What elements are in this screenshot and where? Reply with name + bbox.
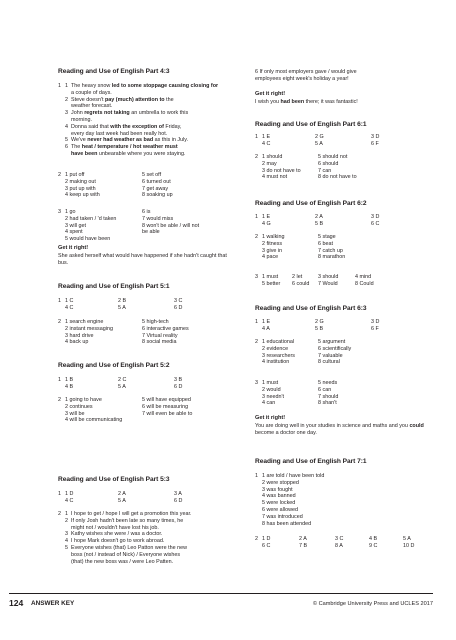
answer-text: Donna said that with the exception of Friday, xyxy=(71,123,182,130)
answer-item: 3 researchers xyxy=(262,352,295,359)
answer-item: 6 C xyxy=(262,542,271,549)
answer-item: 7 will even be able to xyxy=(142,410,193,417)
answer-item: 8 has been attended xyxy=(262,520,312,527)
question-number: 1 xyxy=(255,319,258,325)
answer-text: Everyone wishes (that) Leo Patton were the new xyxy=(71,545,187,551)
answer-item: 5 should not xyxy=(318,154,348,160)
answer-item: 6 beat xyxy=(318,240,333,247)
question-number: 1 xyxy=(255,214,258,220)
answer-item: 7 should xyxy=(318,393,339,400)
answer-item: 5 A xyxy=(118,383,126,390)
get-it-right-text: You are doing well in your studies in science and maths and you could become a doctor one day. xyxy=(255,423,424,436)
answer-item: 2 A xyxy=(118,491,126,497)
section-heading: Reading and Use of English Part 5:2 xyxy=(58,362,170,369)
answer-item: 3 do not have to xyxy=(262,167,301,174)
get-it-right-text: I wish you had been there; it was fantastic! xyxy=(255,99,358,105)
answer-text: If only Josh hadn't been late so many times, he xyxy=(71,517,184,524)
question-number: 2 xyxy=(255,154,258,160)
get-it-right-text: She asked herself what would have happened if she hadn't caught that bus. xyxy=(58,253,227,266)
answer-item: 5 A xyxy=(118,304,126,311)
answer-item: 6 C xyxy=(371,220,380,227)
answer-item: 4 G xyxy=(262,220,271,227)
question-number: 2 xyxy=(255,339,258,345)
answer-text: boss (not / instead of Nick) / Everyone wishes xyxy=(71,551,181,558)
answer-item: 6 D xyxy=(174,304,183,311)
answer-item: 4 must not xyxy=(262,174,288,181)
answer-item: 5 B xyxy=(315,220,324,227)
answer-item: 6 could xyxy=(292,280,310,287)
question-number: 1 xyxy=(255,134,258,140)
answer-text: I hope Mark doesn't go to work abroad. xyxy=(71,538,165,545)
answer-item: 4 mind xyxy=(355,274,372,280)
answer-text: morning. xyxy=(71,117,92,123)
answer-item: 6 can xyxy=(318,386,332,393)
answer-item: 3 D xyxy=(371,319,380,325)
answer-item: 6 D xyxy=(174,497,183,504)
answer-item: 3 C xyxy=(174,298,183,304)
answer-item: 8 do not have to xyxy=(318,174,357,181)
answer-item: 6 is xyxy=(142,209,151,215)
section-heading: Reading and Use of English Part 6:1 xyxy=(255,121,367,128)
question-number: 2 xyxy=(58,511,61,517)
answer-text: The heat / temperature / hot weather must xyxy=(71,144,178,151)
item-number: 2 xyxy=(65,517,68,524)
answer-item: 4 C xyxy=(65,304,74,311)
answer-item: 7 would miss xyxy=(142,215,174,222)
question-number: 2 xyxy=(58,397,61,403)
item-number: 2 xyxy=(65,96,68,103)
answer-item: 4 spent xyxy=(65,229,83,236)
answer-item: be able xyxy=(142,229,160,236)
section-heading: Reading and Use of English Part 7:1 xyxy=(255,458,367,465)
answer-item: 1 go xyxy=(65,209,76,215)
answer-item: 5 set off xyxy=(142,172,162,178)
answer-item: 6 interactive games xyxy=(142,325,189,332)
answer-item: 8 won't be able / will not xyxy=(142,222,200,229)
section-heading: Reading and Use of English Part 5:1 xyxy=(58,283,170,290)
section-heading: Reading and Use of English Part 5:3 xyxy=(58,476,170,483)
item-number: 6 xyxy=(65,144,68,151)
answer-item: 3 will be xyxy=(65,410,85,417)
section-heading: Reading and Use of English Part 6:3 xyxy=(255,305,367,312)
copyright: © Cambridge University Press and UCLES 2017 xyxy=(312,601,433,607)
answer-item: 6 turned out xyxy=(142,178,171,185)
get-it-right-heading: Get it right! xyxy=(255,91,286,97)
answer-item: 8 social media xyxy=(142,339,177,346)
answer-item: 1 E xyxy=(262,134,271,140)
answer-item: 6 will be measuring xyxy=(142,403,189,410)
item-number: 1 xyxy=(65,83,68,89)
answer-item: 4 B xyxy=(369,536,378,542)
answer-item: 1 search engine xyxy=(65,319,104,325)
footer-rule xyxy=(9,593,433,594)
answer-item: 9 C xyxy=(369,542,378,549)
item-number: 3 xyxy=(65,531,68,538)
question-number: 3 xyxy=(58,209,61,215)
answer-item: 3 D xyxy=(371,214,380,220)
answer-item: 7 catch up xyxy=(318,247,343,254)
answer-item: 1 going to have xyxy=(65,397,102,403)
answer-item: 1 D xyxy=(65,491,74,497)
answer-item: 7 Would xyxy=(318,280,338,287)
item-number: 1 xyxy=(65,511,68,517)
answer-item: 3 A xyxy=(174,491,182,497)
answer-item: 4 C xyxy=(262,140,271,147)
question-number: 2 xyxy=(255,234,258,240)
answer-item: 7 valuable xyxy=(318,352,343,359)
answer-item: 2 C xyxy=(118,377,127,383)
answer-item: 1 C xyxy=(65,298,74,304)
answer-item: 1 D xyxy=(262,536,271,542)
answer-item: 3 was fought xyxy=(262,486,293,493)
section-heading: Reading and Use of English Part 6:2 xyxy=(255,200,367,207)
item-number: 5 xyxy=(65,545,68,551)
answer-item: 2 making out xyxy=(65,178,96,185)
answer-text: have been unbearable where you were staying. xyxy=(71,151,186,157)
answer-item: 5 will have equipped xyxy=(142,397,191,403)
answer-item: 1 should xyxy=(262,154,283,160)
item-number: 3 xyxy=(65,110,68,117)
answer-text: (that) the new boss was / were Leo Patten. xyxy=(71,558,174,565)
answer-text: 6 If only most employers gave / would give xyxy=(255,69,357,75)
answer-text: Kathy wishes she were / was a doctor. xyxy=(71,531,163,538)
question-number: 3 xyxy=(255,274,258,280)
answer-item: 2 B xyxy=(118,298,127,304)
answer-text: might not / wouldn't have lost his job. xyxy=(71,524,159,531)
answer-item: 5 B xyxy=(315,325,324,332)
answer-item: 6 should xyxy=(318,160,339,167)
answer-item: 1 are told / have been told xyxy=(262,473,325,479)
answer-item: 2 let xyxy=(292,274,303,280)
answer-item: 3 should xyxy=(318,274,339,280)
answer-item: 4 back up xyxy=(65,339,89,346)
item-number: 4 xyxy=(65,538,68,545)
page-number: 124 xyxy=(9,598,24,608)
answer-item: 7 Virtual reality xyxy=(142,332,178,339)
answer-item: 3 give in xyxy=(262,247,283,254)
question-number: 2 xyxy=(255,536,258,542)
answer-item: 5 high-tech xyxy=(142,319,169,325)
answer-item: 4 C xyxy=(65,497,74,504)
answer-item: 6 were allowed xyxy=(262,507,298,513)
answer-item: 2 may xyxy=(262,160,277,167)
answer-item: 1 walking xyxy=(262,234,285,240)
answer-text: Steve doesn't pay (much) attention to the xyxy=(71,96,174,103)
answer-item: 4 institution xyxy=(262,359,290,366)
answer-item: 8 A xyxy=(335,542,343,549)
answer-item: 1 must xyxy=(262,274,279,280)
section-heading: Reading and Use of English Part 4:3 xyxy=(58,68,170,75)
answer-item: 4 will be communicating xyxy=(65,417,123,424)
answer-item: 5 would have been xyxy=(65,236,111,243)
answer-item: 1 educational xyxy=(262,339,295,345)
answer-item: 2 were stopped xyxy=(262,479,299,486)
answer-item: 2 G xyxy=(315,319,324,325)
answer-item: 8 marathon xyxy=(318,254,346,261)
answer-item: 2 A xyxy=(299,536,307,542)
answer-item: 7 can xyxy=(318,167,332,174)
answer-text: We've never had weather as bad as this in July. xyxy=(71,137,189,144)
answer-item: 6 F xyxy=(371,140,379,147)
answer-text: a couple of days. xyxy=(71,89,112,96)
answer-item: 10 D xyxy=(403,542,415,549)
answer-text: every day last week had been really hot. xyxy=(71,130,168,137)
answer-item: 8 cultural xyxy=(318,359,340,366)
answer-item: 2 fitness xyxy=(262,240,283,247)
answer-item: 3 B xyxy=(174,377,183,383)
answer-item: 6 D xyxy=(174,383,183,390)
answer-text: I hope to get / hope I will get a promotion this year. xyxy=(71,511,192,517)
answer-item: 4 keep up with xyxy=(65,192,100,199)
answer-item: 8 Could xyxy=(355,280,374,287)
answer-item: 5 argument xyxy=(318,339,346,345)
item-number: 5 xyxy=(65,137,68,144)
answer-text: employees eight week's holiday a year! xyxy=(255,75,349,82)
answer-item: 2 instant messaging xyxy=(65,325,113,332)
answer-item: 3 hard drive xyxy=(65,332,94,339)
answer-item: 5 better xyxy=(262,280,281,287)
answer-item: 3 D xyxy=(371,134,380,140)
answer-item: 2 continues xyxy=(65,403,93,410)
answer-item: 5 A xyxy=(315,140,323,147)
answer-item: 4 pace xyxy=(262,254,279,261)
question-number: 1 xyxy=(58,83,61,89)
question-number: 2 xyxy=(58,319,61,325)
answer-text: The heavy snow led to some stoppage causing closing for xyxy=(71,83,219,89)
answer-item: 1 put off xyxy=(65,172,85,178)
item-number: 4 xyxy=(65,123,68,130)
answer-item: 2 had taken / 'd taken xyxy=(65,215,117,222)
answer-item: 8 shan't xyxy=(318,400,337,407)
answer-item: 3 C xyxy=(335,536,344,542)
answer-item: 5 A xyxy=(403,536,411,542)
answer-item: 4 can xyxy=(262,400,276,407)
get-it-right-heading: Get it right! xyxy=(58,245,89,251)
question-number: 1 xyxy=(255,473,258,479)
answer-item: 3 put up with xyxy=(65,185,96,192)
answer-item: 2 would xyxy=(262,386,281,393)
answer-item: 7 get away xyxy=(142,185,169,192)
answer-item: 3 will get xyxy=(65,222,86,229)
question-number: 1 xyxy=(58,377,61,383)
answer-item: 4 B xyxy=(65,383,74,390)
answer-item: 4 A xyxy=(262,325,270,332)
answer-item: 1 must xyxy=(262,380,279,386)
answer-item: 5 needs xyxy=(318,380,338,386)
answer-item: 6 scientifically xyxy=(318,345,352,352)
question-number: 2 xyxy=(58,172,61,178)
answer-item: 3 needn't xyxy=(262,393,285,400)
get-it-right-heading: Get it right! xyxy=(255,415,286,421)
answer-item: 4 was banned xyxy=(262,493,296,500)
answer-item: 2 evidence xyxy=(262,345,289,352)
question-number: 1 xyxy=(58,298,61,304)
question-number: 3 xyxy=(255,380,258,386)
answer-item: 1 E xyxy=(262,214,271,220)
footer-label: ANSWER KEY xyxy=(31,600,75,607)
answer-item: 6 F xyxy=(371,325,379,332)
answer-item: 7 was introduced xyxy=(262,513,303,520)
answer-item: 8 soaking up xyxy=(142,192,173,199)
answer-item: 7 B xyxy=(299,542,308,549)
answer-item: 1 B xyxy=(65,377,74,383)
answer-item: 1 E xyxy=(262,319,271,325)
answer-item: 5 A xyxy=(118,497,126,504)
answer-item: 5 stage xyxy=(318,234,336,240)
answer-item: 2 A xyxy=(315,214,323,220)
question-number: 1 xyxy=(58,491,61,497)
answer-item: 2 G xyxy=(315,134,324,140)
answer-item: 5 were locked xyxy=(262,500,296,507)
answer-text: John regrets not taking an umbrella to work this xyxy=(71,110,189,117)
answer-text: weather forecast. xyxy=(71,103,113,110)
